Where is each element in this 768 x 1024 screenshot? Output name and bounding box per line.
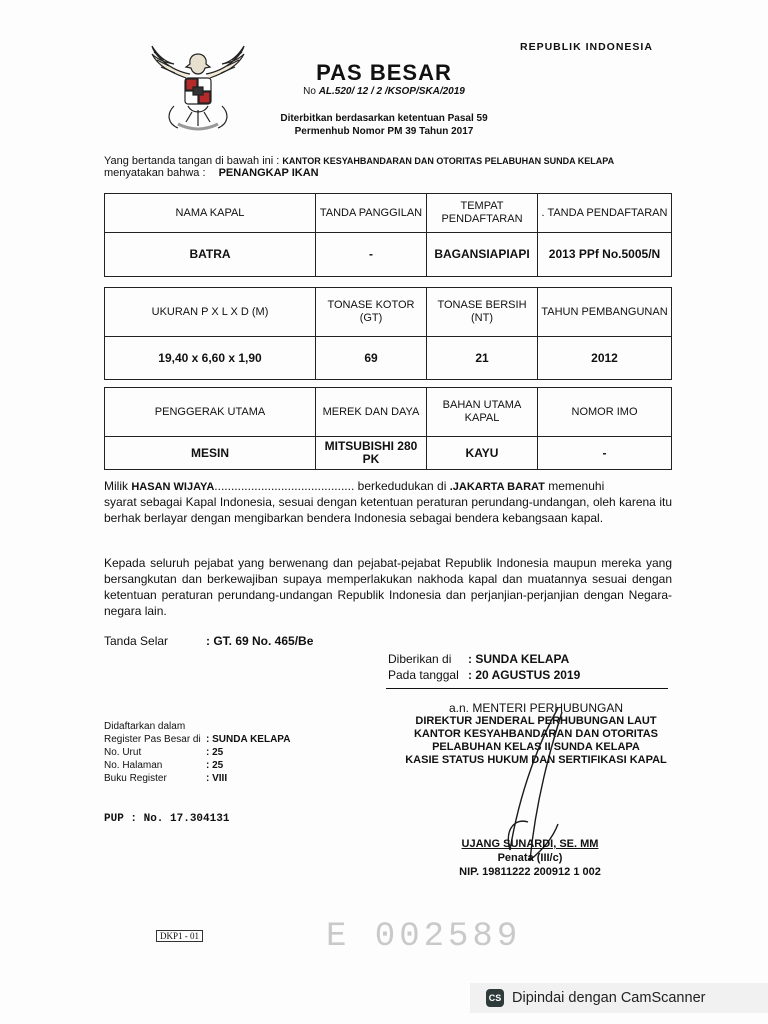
vessel-type: PENANGKAP IKAN [218,167,319,179]
table-header-cell: NAMA KAPAL [105,194,316,232]
document-number [0,86,768,97]
issuing-office: KANTOR KESYAHBANDARAN DAN OTORITAS PELABUHAN SUNDA KELAPA [282,156,615,166]
signer-rank: Penata (III/c) [497,852,563,864]
table-cell: - [602,445,607,460]
statement-line2 [104,167,319,179]
signer-block [420,837,640,879]
republic-label: REPUBLIK INDONESIA [520,41,653,53]
table-row [105,337,671,379]
selar-value: : GT. 69 No. 465/Be [206,634,314,648]
issued-date-label: Pada tanggal [388,668,459,682]
serial-number: E 002589 [326,918,522,956]
table-header-cell: TONASE BERSIH (NT) [427,288,538,336]
table-row [105,437,671,469]
registration-value: : VIII [206,773,228,784]
table-header-cell: TAHUN PEMBANGUNAN [541,305,668,318]
form-code: DKP1 - 01 [156,930,203,942]
signer-name: UJANG SUNARDI, SE. MM [461,838,599,850]
table-cell: MITSUBISHI 280 PK [316,437,427,469]
authority-line: KASIE STATUS HUKUM DAN SERTIFIKASI KAPAL [405,754,667,766]
table-cell: 69 [316,337,427,379]
vessel-identity-table [104,193,672,277]
table-header-row [105,288,671,337]
registration-value: : 25 [206,747,224,758]
issued-place: : SUNDA KELAPA [468,652,570,666]
issuance-block [388,651,580,683]
table-header-cell: PENGGERAK UTAMA [105,388,316,436]
table-header-cell: NOMOR IMO [571,405,638,418]
table-header-cell: . TANDA PENDAFTARAN [541,206,668,219]
owner-dots: .......................................... [214,479,355,493]
selar-mark [104,634,313,648]
registration-value: : SUNDA KELAPA [206,734,291,745]
owner-name: HASAN WIJAYA [131,481,215,493]
authority-line: PELABUHAN KELAS II SUNDA KELAPA [432,741,640,753]
registration-value: : 25 [206,760,224,771]
legal-basis-line1: Diterbitkan berdasarkan ketentuan Pasal 59 [280,113,488,124]
table-header-cell: TANDA PANGGILAN [316,194,427,232]
table-cell: BAGANSIAPIAPI [427,233,538,276]
scanner-text: Dipindai dengan CamScanner [512,990,706,1006]
table-cell: KAYU [427,437,538,469]
pup-number: PUP : No. 17.304131 [104,813,230,825]
vessel-dimension-table [104,287,672,380]
authority-line: DIREKTUR JENDERAL PERHUBUNGAN LAUT [415,715,657,727]
authority-paragraph: Kepada seluruh pejabat yang berwenang dan pejabat-pejabat Republik Indonesia maupun mereka yang bersangkutan dan berkewajiban supaya memperlakukan nakhoda kapal dan muatannya sesuai dengan ketentuan peraturan perundang-undangan Republik Indonesia dan perjanjian-perjanjian dengan Negara-negara lain. [104,556,672,618]
signer-nip: NIP. 19811222 200912 1 002 [459,866,601,878]
owner-location: .JAKARTA BARAT [449,481,545,493]
registration-label: No. Halaman [104,760,163,771]
issued-place-label: Diberikan di [388,652,452,666]
table-header-cell: UKURAN P X L X D (M) [105,288,316,336]
scanner-watermark [470,983,768,1013]
camscanner-logo-icon: CS [486,989,504,1007]
table-cell: MESIN [105,437,316,469]
number-label: No [303,86,316,97]
table-cell: 2013 PPf No.5005/N [548,247,661,261]
vessel-engine-table [104,387,672,470]
table-header-cell: MEREK DAN DAYA [316,388,427,436]
table-cell: 21 [427,337,538,379]
divider [386,688,668,689]
owner-middle: berkedudukan di [357,479,447,493]
table-cell: - [316,233,427,276]
table-header-cell: TEMPAT PENDAFTARAN [427,194,538,232]
registration-block [104,720,290,785]
document-title: PAS BESAR [316,60,452,85]
statement-line1 [104,155,614,167]
table-header-row [105,194,671,233]
statement-prefix2: menyatakan bahwa : [104,167,206,179]
registration-heading: Didaftarkan dalam [104,721,186,732]
registration-label: Register Pas Besar di [104,734,201,745]
ownership-continuation: syarat sebagai Kapal Indonesia, sesuai dengan ketentuan peraturan perundang-undangan, oleh karena itu berhak berlayar dengan mengibarkan bendera Indonesia sebagai bendera kebangsaan kapal. [104,495,672,525]
table-row [105,233,671,276]
table-cell: 2012 [591,350,618,365]
registration-label: No. Urut [104,747,142,758]
table-header-cell: BAHAN UTAMA KAPAL [427,388,538,436]
ownership-line [104,478,672,495]
owner-prefix: Milik [104,479,128,493]
legal-basis-line2: Permenhub Nomor PM 39 Tahun 2017 [294,126,474,137]
table-header-row [105,388,671,437]
statement-prefix: Yang bertanda tangan di bawah ini : [104,155,280,167]
authority-line: a.n. MENTERI PERHUBUNGAN [448,701,624,715]
table-header-cell: TONASE KOTOR (GT) [316,288,427,336]
table-cell: BATRA [105,233,316,276]
issued-date: : 20 AGUSTUS 2019 [468,668,581,682]
number-value: AL.520/ 12 / 2 /KSOP/SKA/2019 [318,86,465,97]
authority-line: KANTOR KESYAHBANDARAN DAN OTORITAS [413,728,659,740]
registration-label: Buku Register [104,773,167,784]
selar-label: Tanda Selar [104,634,169,648]
table-cell: 19,40 x 6,60 x 1,90 [105,337,316,379]
owner-suffix: memenuhi [548,479,605,493]
